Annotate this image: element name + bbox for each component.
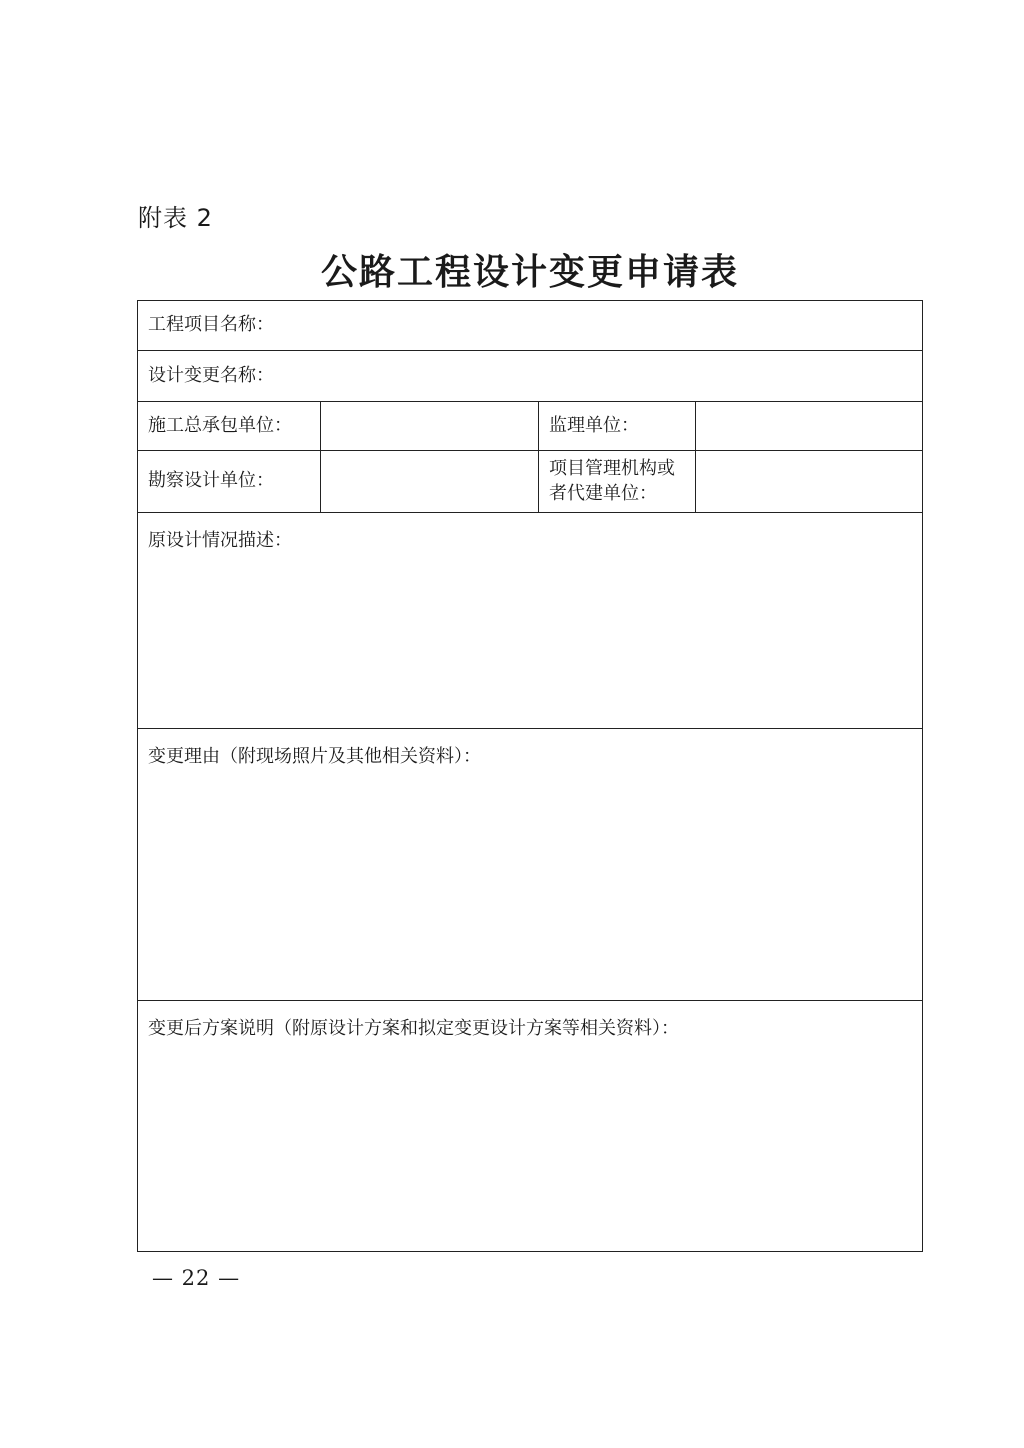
change-name-label: 设计变更名称： [138, 351, 923, 402]
form-title: 公路工程设计变更申请表 [320, 251, 739, 293]
row-contractor [138, 402, 923, 451]
survey-design-value-field[interactable] [321, 451, 539, 513]
page-number: — 22 — [152, 1266, 241, 1290]
original-design-label: 原设计情况描述： [138, 513, 923, 729]
row-new-plan [138, 1001, 923, 1252]
management-value-field[interactable] [696, 451, 923, 513]
contractor-label: 施工总承包单位： [138, 402, 321, 451]
change-request-form [137, 300, 923, 1252]
supervisor-value-field[interactable] [696, 402, 923, 451]
row-change-name [138, 351, 923, 402]
supervisor-label: 监理单位： [539, 402, 696, 451]
new-plan-label: 变更后方案说明（附原设计方案和拟定变更设计方案等相关资料）： [138, 1001, 923, 1252]
management-label: 项目管理机构或者代建单位： [539, 451, 696, 513]
attachment-label: 附表 2 [138, 204, 213, 232]
row-change-reason [138, 729, 923, 1001]
contractor-value-field[interactable] [321, 402, 539, 451]
change-reason-label: 变更理由（附现场照片及其他相关资料）： [138, 729, 923, 1001]
row-survey-design [138, 451, 923, 513]
row-project-name [138, 301, 923, 351]
row-original-design [138, 513, 923, 729]
survey-design-label: 勘察设计单位： [138, 451, 321, 513]
project-name-label: 工程项目名称： [138, 301, 923, 351]
